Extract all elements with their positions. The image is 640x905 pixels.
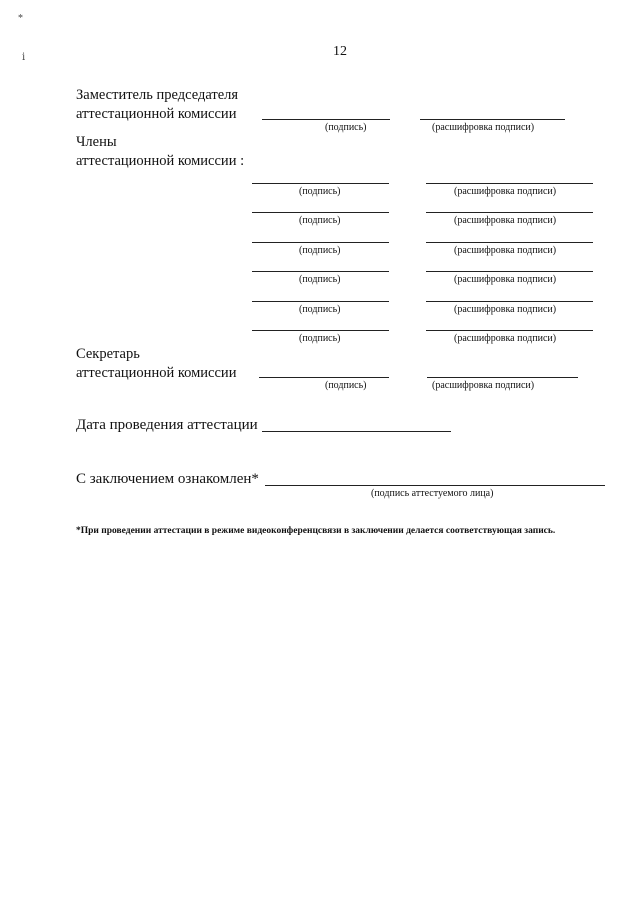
deputy-title-line2: аттестационной комиссии <box>76 106 237 122</box>
members-title <box>76 133 244 171</box>
member-decode-caption: (расшифровка подписи) <box>454 304 557 315</box>
secretary-title-line2: аттестационной комиссии <box>76 365 237 381</box>
member-signature-line[interactable] <box>252 271 389 272</box>
member-decode-line[interactable] <box>426 301 593 302</box>
member-decode-line[interactable] <box>426 183 593 184</box>
member-signature-line[interactable] <box>252 330 389 331</box>
secretary-decode-caption: (расшифровка подписи) <box>432 380 535 391</box>
attestation-date-label: Дата проведения аттестации <box>76 417 258 433</box>
member-signature-caption: (подпись) <box>299 274 341 285</box>
members-title-line2: аттестационной комиссии : <box>76 153 245 169</box>
members-title-line1: Члены <box>76 134 117 150</box>
secretary-decode-line[interactable] <box>427 377 578 378</box>
deputy-title-line1: Заместитель председателя <box>76 87 239 103</box>
acknowledged-label: С заключением ознакомлен* <box>76 471 259 487</box>
secretary-signature-caption: (подпись) <box>325 380 367 391</box>
scan-mark-asterisk: * <box>18 13 23 24</box>
secretary-title-line1: Секретарь <box>76 346 140 362</box>
member-decode-line[interactable] <box>426 330 593 331</box>
member-signature-line[interactable] <box>252 301 389 302</box>
acknowledged-caption: (подпись аттестуемого лица) <box>371 488 494 499</box>
deputy-chairman-title <box>76 86 238 124</box>
deputy-decode-caption: (расшифровка подписи) <box>432 122 535 133</box>
deputy-decode-line[interactable] <box>420 119 565 120</box>
member-decode-caption: (расшифровка подписи) <box>454 186 557 197</box>
deputy-signature-line[interactable] <box>262 119 390 120</box>
member-signature-caption: (подпись) <box>299 215 341 226</box>
secretary-title <box>76 345 236 383</box>
member-decode-line[interactable] <box>426 212 593 213</box>
secretary-signature-line[interactable] <box>259 377 389 378</box>
member-signature-line[interactable] <box>252 212 389 213</box>
footnote: *При проведении аттестации в режиме видеоконференцсвязи в заключении делается соответствующая запись. <box>76 526 556 536</box>
member-signature-caption: (подпись) <box>299 186 341 197</box>
member-decode-caption: (расшифровка подписи) <box>454 333 557 344</box>
member-signature-caption: (подпись) <box>299 304 341 315</box>
member-signature-caption: (подпись) <box>299 245 341 256</box>
acknowledged-signature-line[interactable] <box>265 485 605 486</box>
member-signature-line[interactable] <box>252 242 389 243</box>
member-decode-line[interactable] <box>426 271 593 272</box>
page-number: 12 <box>333 44 347 59</box>
member-decode-line[interactable] <box>426 242 593 243</box>
member-decode-caption: (расшифровка подписи) <box>454 274 557 285</box>
member-signature-line[interactable] <box>252 183 389 184</box>
attestation-date-line[interactable] <box>262 431 451 432</box>
member-decode-caption: (расшифровка подписи) <box>454 245 557 256</box>
member-signature-caption: (подпись) <box>299 333 341 344</box>
scan-mark-tick: ⅰ <box>22 52 26 63</box>
deputy-signature-caption: (подпись) <box>325 122 367 133</box>
member-decode-caption: (расшифровка подписи) <box>454 215 557 226</box>
